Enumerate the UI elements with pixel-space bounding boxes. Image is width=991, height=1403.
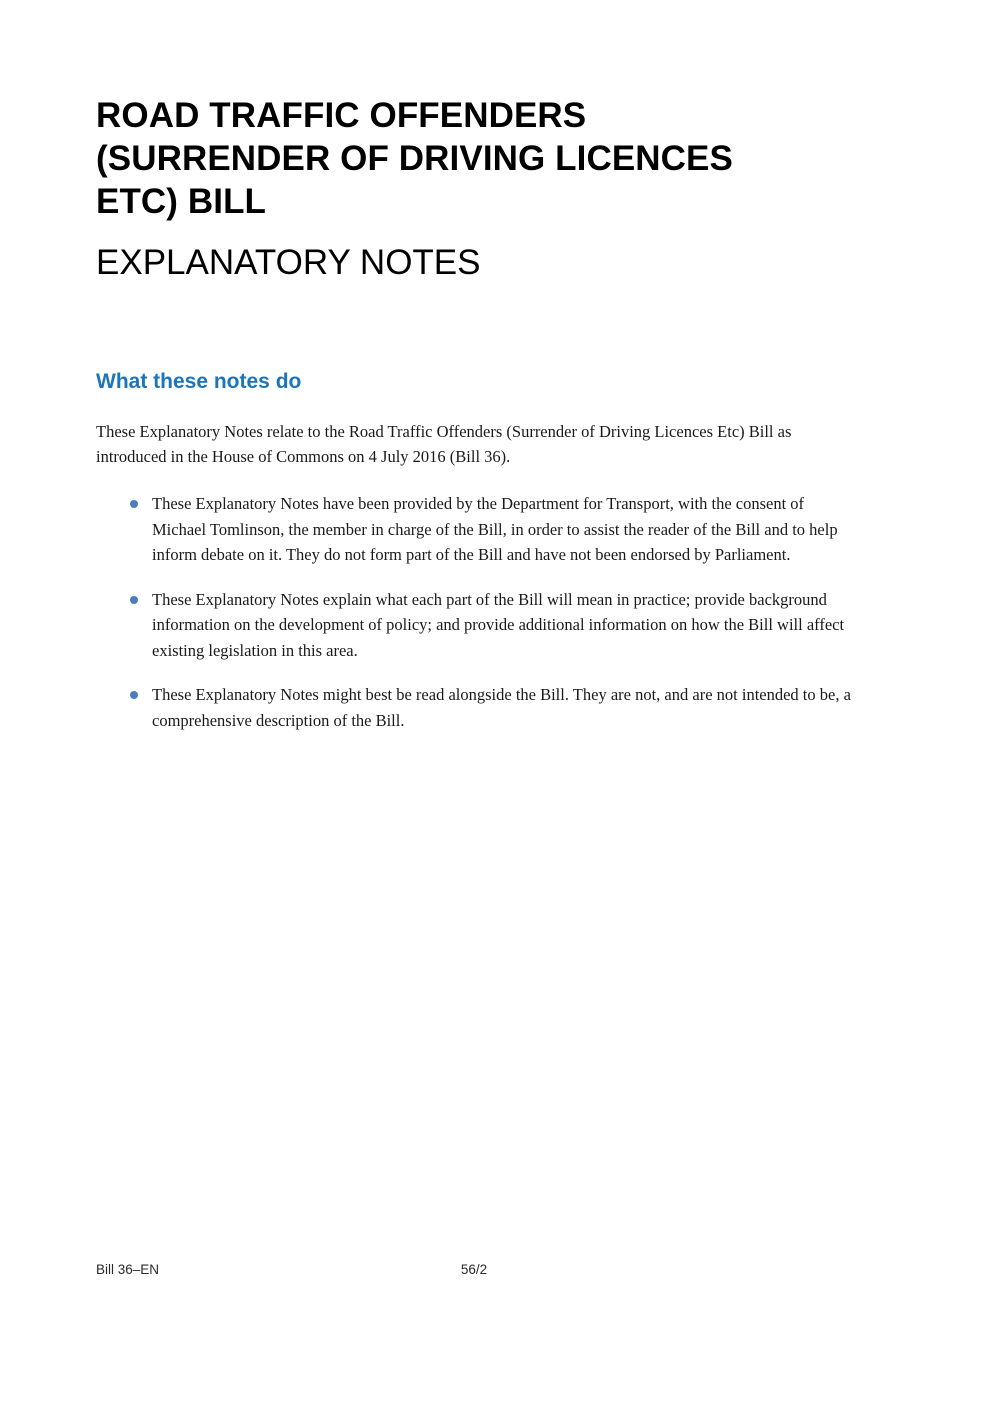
list-item-text: These Explanatory Notes have been provided by the Department for Transport, with the consent of Michael Tomlinson, the member in charge of the Bill, in order to assist the reader of the Bill and to help inform debate on it. They do not form part of the Bill and have not been endorsed by Parliament.	[152, 494, 838, 564]
list-item-text: These Explanatory Notes explain what each part of the Bill will mean in practice; provide background information on the development of policy; and provide additional information on how the Bill will affect existing legislation in this area.	[152, 589, 845, 660]
bullet-dot-icon	[130, 500, 138, 508]
list-item-text: These Explanatory Notes might best be read alongside the Bill. They are not, and are not intended to be, a comprehensive description of the Bill.	[152, 685, 851, 730]
page-footer	[96, 1260, 852, 1282]
footer-bill-reference: Bill 36–EN	[96, 1262, 160, 1277]
page-title: ROAD TRAFFIC OFFENDERS (SURRENDER OF DRIVING LICENCES ETC) BILL	[96, 96, 733, 221]
footer-page-number: 56/2	[460, 1262, 488, 1277]
section-heading-what-these-notes-do: What these notes do	[96, 370, 302, 393]
list-item	[96, 587, 852, 664]
bullet-dot-icon	[130, 596, 138, 604]
intro-paragraph: These Explanatory Notes relate to the Road Traffic Offenders (Surrender of Driving Licences Etc) Bill as introduced in the House of Commons on 4 July 2016 (Bill 36).	[96, 422, 792, 466]
bullet-dot-icon	[130, 691, 138, 699]
page-content	[96, 0, 852, 733]
list-item	[96, 682, 852, 733]
notes-bullet-list	[96, 469, 852, 733]
page-subtitle: EXPLANATORY NOTES	[96, 243, 481, 282]
list-item	[96, 491, 852, 568]
